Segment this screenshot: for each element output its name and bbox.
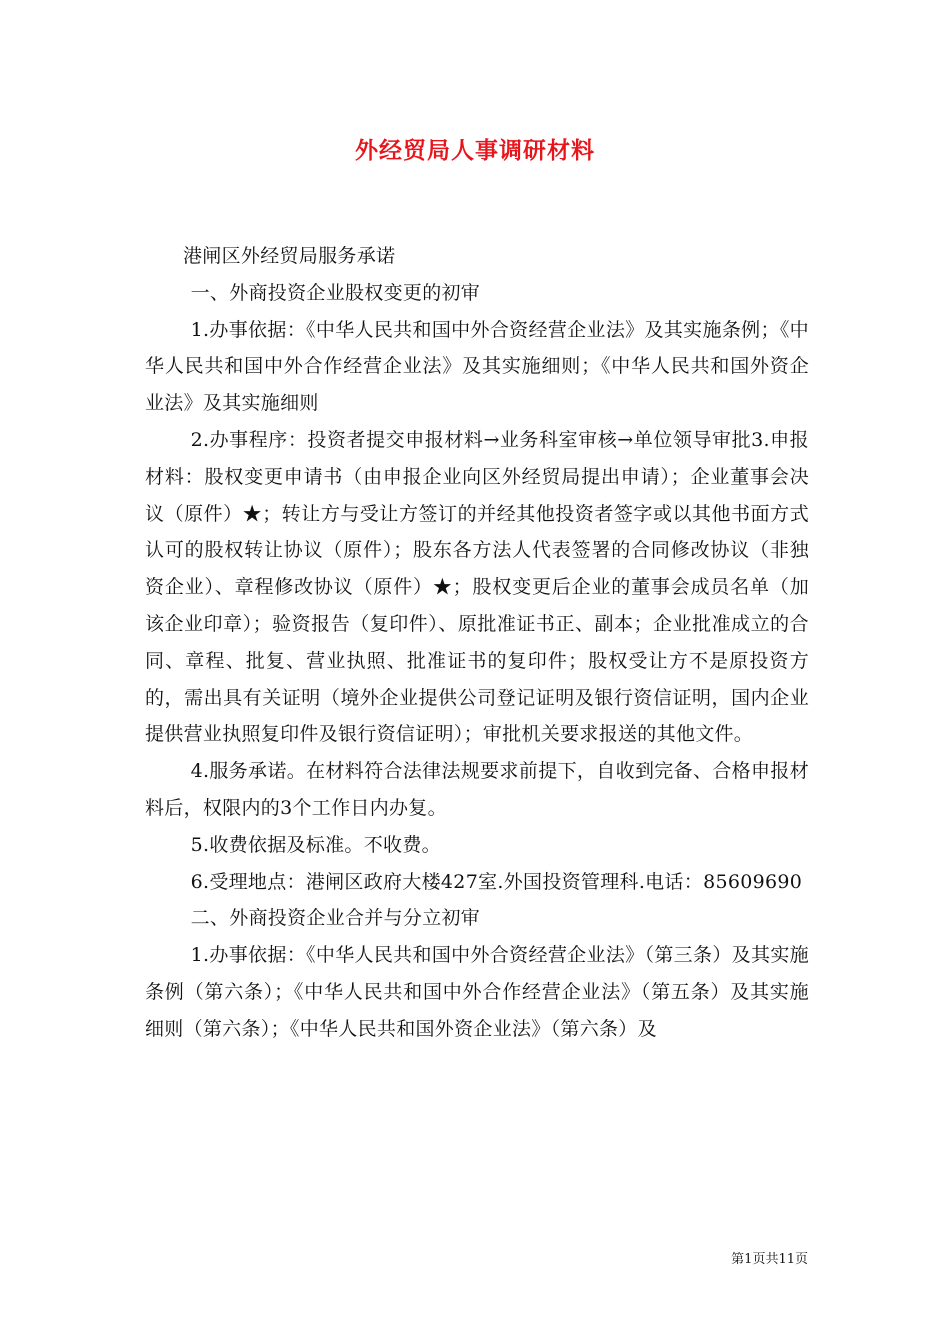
paragraph-procedure-materials: 2.办事程序：投资者提交申报材料→业务科室审核→单位领导审批3.申报材料：股权变更申请书（由申报企业向区外经贸局提出申请）；企业董事会决议（原件）★；转让方与受让方签订的并经其他投资者签字或以其他书面方式认可的股权转让协议（原件）；股东各方法人代表签署的合同修改协议（非独资企业）、章程修改协议（原件）★；股权变更后企业的董事会成员名单（加该企业印章）；验资报告（复印件）、原批准证书正、副本；企业批准成立的合同、章程、批复、营业执照、批准证书的复印件；股权受让方不是原投资方的，需出具有关证明（境外企业提供公司登记证明及银行资信证明，国内企业提供营业执照复印件及银行资信证明）；审批机关要求报送的其他文件。 (145, 428, 809, 746)
paragraph-section-two-heading: 二、外商投资企业合并与分立初审 (190, 907, 481, 930)
paragraph-location-phone: 6.受理地点：港闸区政府大楼427室.外国投资管理科.电话：85609690 (190, 870, 803, 893)
paragraph-fees: 5.收费依据及标准。不收费。 (190, 833, 441, 856)
paragraph-service-commitment-heading: 港闸区外经贸局服务承诺 (183, 245, 396, 267)
paragraph-legal-basis-2: 1.办事依据：《中华人民共和国中外合资经营企业法》（第三条）及其实施条例（第六条）；《中华人民共和国中外合作经营企业法》（第五条）及其实施细则（第六条）；《中华人民共和国外资企业法》（第六条）及 (145, 944, 809, 1040)
document-body (145, 238, 809, 1048)
paragraph-section-one-heading: 一、外商投资企业股权变更的初审 (190, 281, 481, 304)
page-number-footer: 第1页共11页 (731, 1252, 808, 1267)
document-title: 外经贸局人事调研材料 (355, 137, 595, 164)
paragraph-legal-basis-1: 1.办事依据：《中华人民共和国中外合资经营企业法》及其实施条例；《中华人民共和国中外合作经营企业法》及其实施细则；《中华人民共和国外资企业法》及其实施细则 (145, 318, 809, 415)
paragraph-service-promise: 4.服务承诺。在材料符合法律法规要求前提下，自收到完备、合格申报材料后，权限内的3个工作日内办复。 (145, 760, 809, 819)
